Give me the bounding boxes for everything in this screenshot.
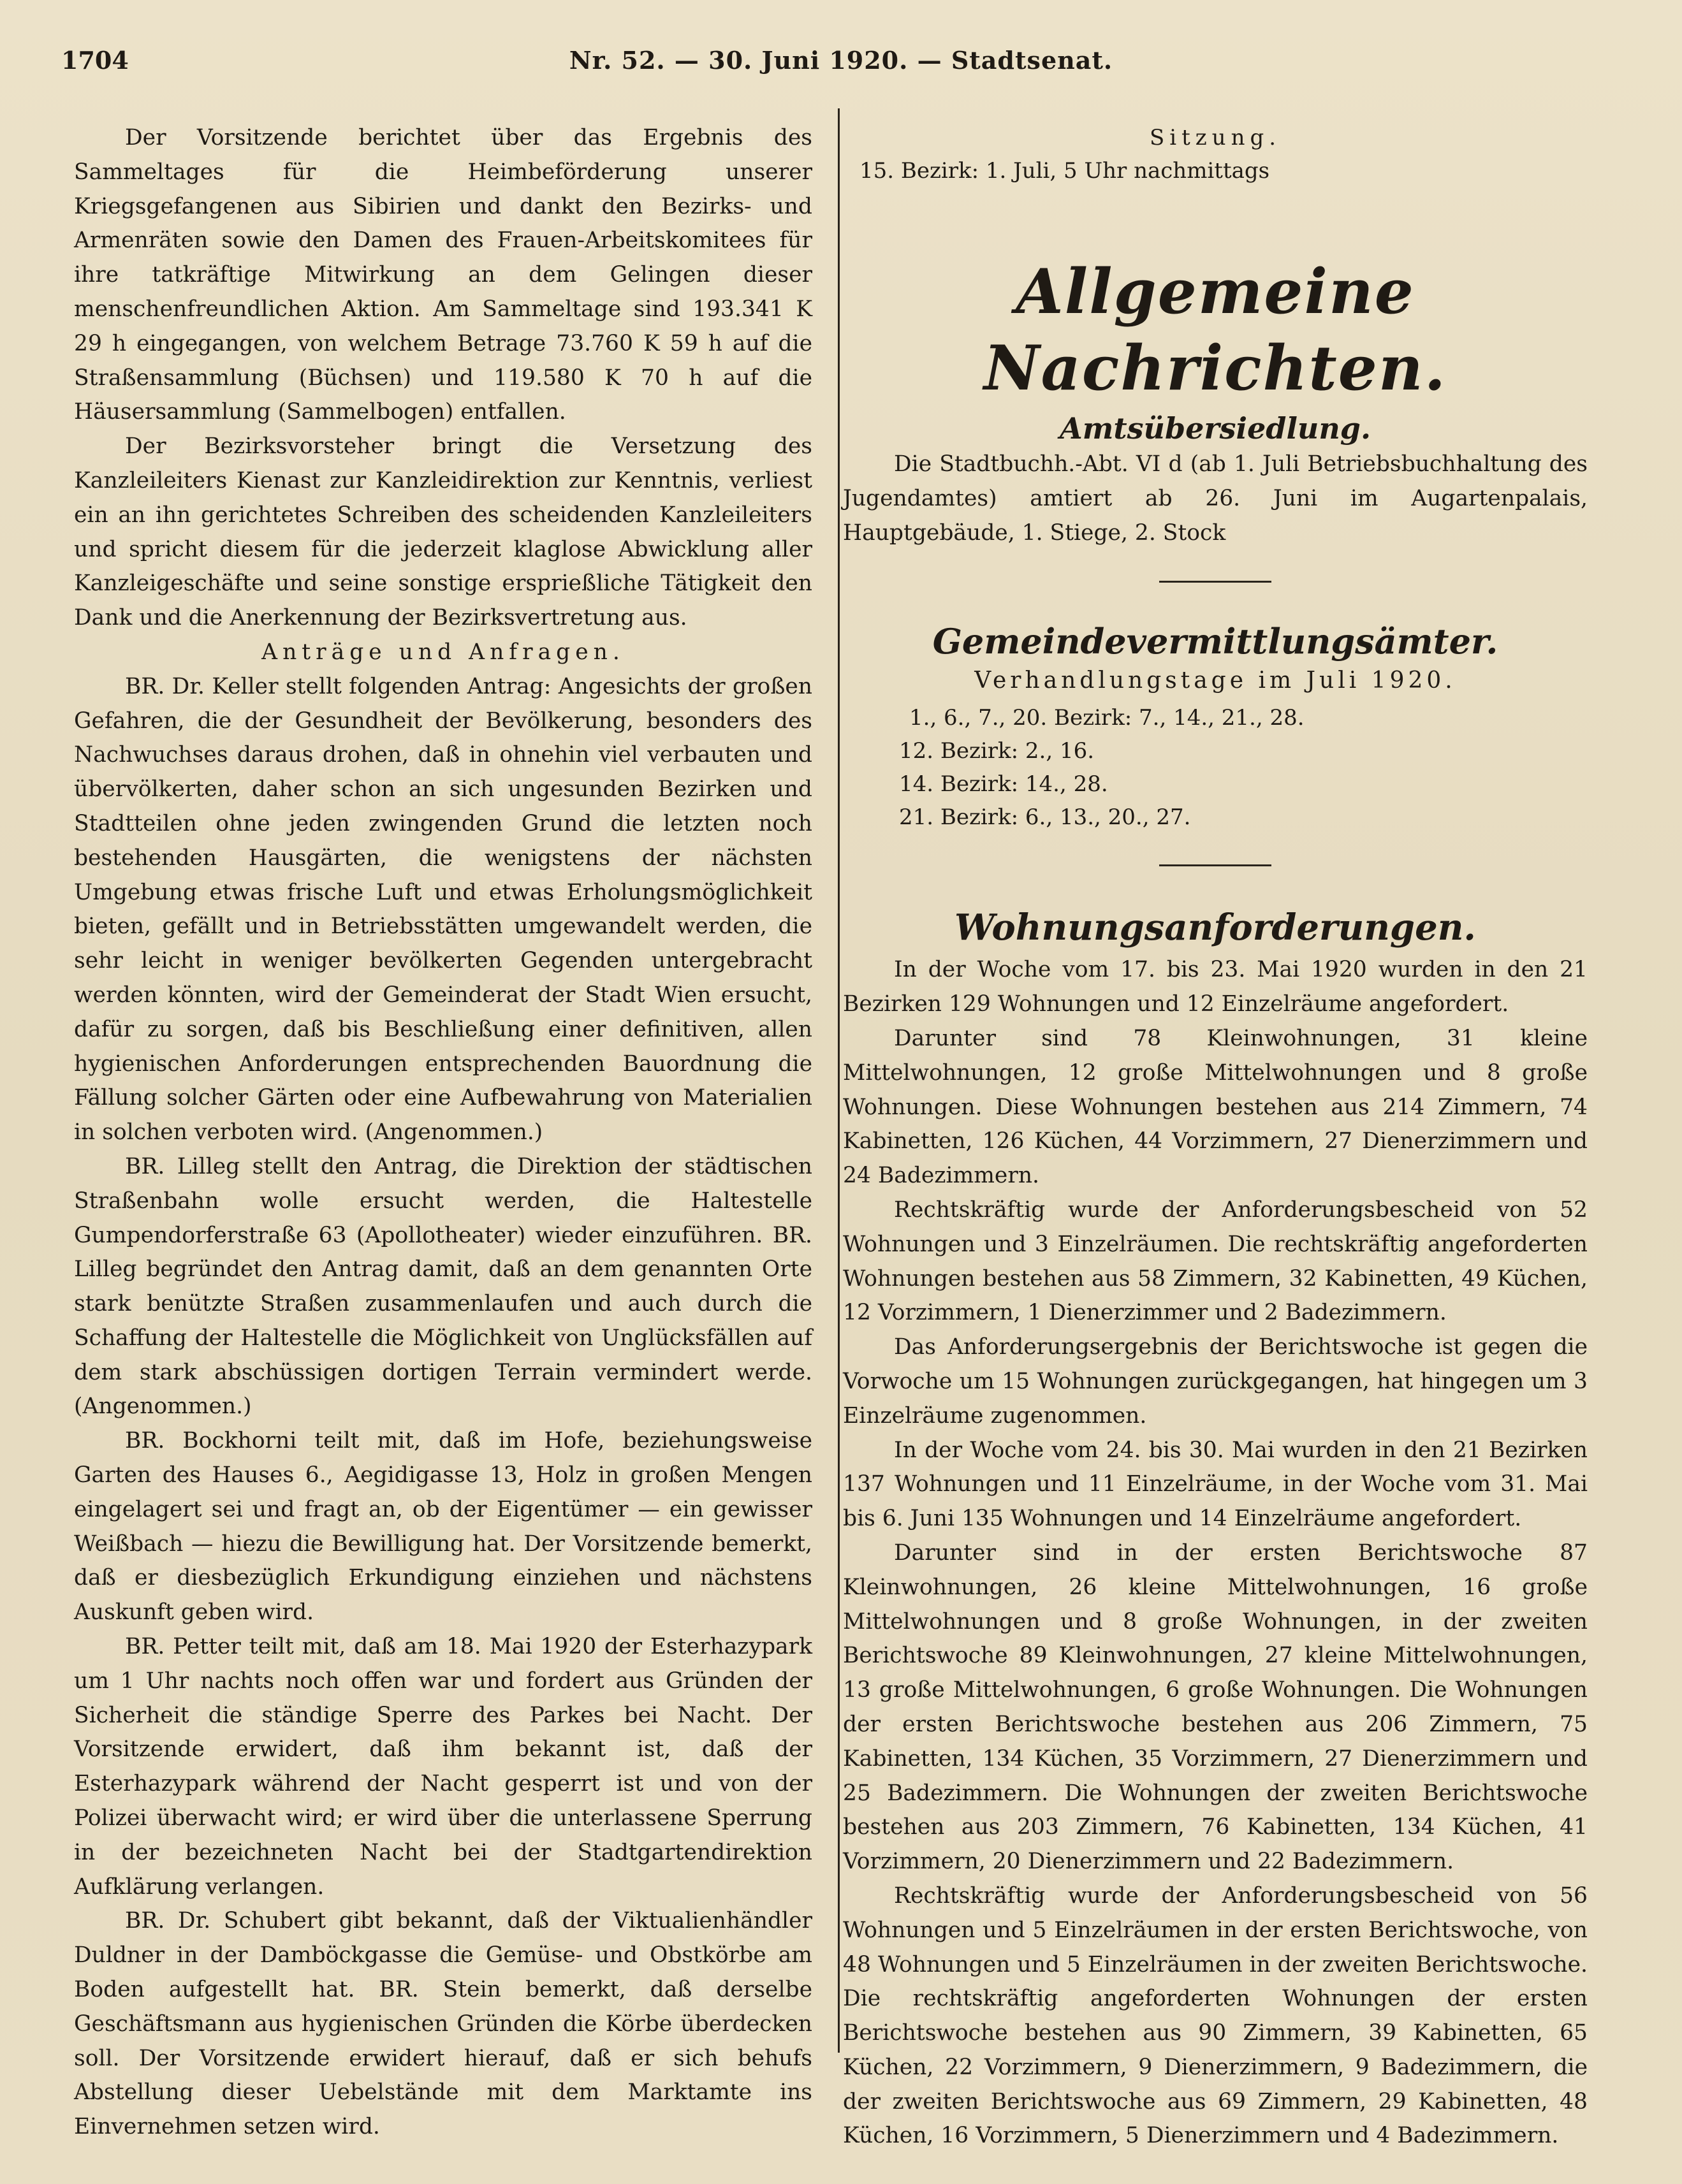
column-divider: [838, 108, 840, 2053]
heading-amtsuebersiedlung: Amtsübersiedlung.: [1060, 411, 1371, 446]
paragraph-rechtskraeftig-2: Rechtskräftig wurde der Anforderungsbescheid von 56 Wohnungen und 5 Einzelräumen in der ersten Berichtswoche, von 48 Wohnungen und 5 Einzelräumen in der zweiten Berichtswoche. Die rechtskräftig angeforderten Wohnungen der ersten Berichtswoche bestehen aus 90 Zimmern, 39 Kabinetten, 65 Küchen, 22 Vorzimmern, 9 Dienerzimmern, 9 Badezimmern, die der zweiten Berichtswoche aus 69 Zimmern, 29 Kabinetten, 48 Küchen, 16 Vorzimmern, 5 Dienerzimmern und 4 Badezimmern.: [843, 1882, 1588, 2149]
divider-rule: [1159, 864, 1271, 866]
paragraph-schubert: BR. Dr. Schubert gibt bekannt, daß der Viktualienhändler Duldner in der Damböckgasse die Gemüse- und Obstkörbe am Boden aufgestellt hat. BR. Stein bemerkt, daß derselbe Geschäftsmann aus hygienischen Gründen die Körbe überdecken soll. Der Vorsitzende erwidert hierauf, daß er sich behufs Abstellung dieser Uebelstände mit dem Marktamte ins Einvernehmen setzen wird.: [74, 1908, 812, 2140]
section-title-allgemeine-nachrichten: Allgemeine Nachrichten.: [983, 256, 1447, 404]
page-number: 1704: [61, 46, 129, 75]
paragraph-woche-24-30-mai: In der Woche vom 24. bis 30. Mai wurden in den 21 Bezirken 137 Wohnungen und 11 Einzelräume, in der Woche vom 31. Mai bis 6. Juni 135 Wohnungen und 14 Einzelräume angefordert.: [843, 1437, 1588, 1532]
issue-title: Nr. 52. — 30. Juni 1920. — Stadtsenat.: [569, 46, 1113, 75]
date-row: 21. Bezirk: 6., 13., 20., 27.: [899, 804, 1191, 831]
subheading-antraege: Anträge und Anfragen.: [261, 639, 625, 665]
paragraph-darunter-1: Darunter sind 78 Kleinwohnungen, 31 kleine Mittelwohnungen, 12 große Mittelwohnungen und 8 große Wohnungen. Diese Wohnungen bestehen aus 214 Zimmern, 74 Kabinetten, 126 Küchen, 44 Vorzimmern, 27 Dienerzimmern und 24 Badezimmern.: [843, 1025, 1588, 1189]
date-row: 14. Bezirk: 14., 28.: [899, 771, 1108, 797]
heading-wohnungsanforderungen: Wohnungsanforderungen.: [954, 906, 1476, 949]
date-row: 12. Bezirk: 2., 16.: [899, 738, 1095, 764]
divider-rule: [1159, 581, 1271, 583]
paragraph-rechtskraeftig-1: Rechtskräftig wurde der Anforderungsbescheid von 52 Wohnungen und 3 Einzelräumen. Die rechtskräftig angeforderten Wohnungen bestehen aus 58 Zimmern, 32 Kabinetten, 49 Küchen, 12 Vorzimmern, 1 Dienerzimmer und 2 Badezimmern.: [843, 1197, 1588, 1326]
sitzung-label: Sitzung.: [1149, 125, 1282, 150]
paragraph-keller-antrag: BR. Dr. Keller stellt folgenden Antrag: Angesichts der großen Gefahren, die der Gesundheit der Bevölkerung, besonders des Nachwuchses daraus drohen, daß in ohnehin viel verbauten und übervölkerten, daher schon an sich ungesunden Bezirken und Stadtteilen ohne jeden zwingenden Grund die letzten noch bestehenden Hausgärten, die wenigstens der nächsten Umgebung etwas frische Luft und etwas Erholungsmöglichkeit bieten, gefällt und in Betriebsstätten umgewandelt werden, die sehr leicht in weniger bevölkerten Gegenden untergebracht werden könnten, wird der Gemeinderat der Stadt Wien ersucht, dafür zu sorgen, daß bis Beschließung einer definitiven, allen hygienischen Anforderungen entsprechenden Bauordnung die Fällung solcher Gärten oder eine Aufbewahrung von Materialien in solchen verboten wird. (Angenommen.): [74, 673, 812, 1146]
sitzung-line: 15. Bezirk: 1. Juli, 5 Uhr nachmittags: [859, 158, 1270, 184]
paragraph-sammeltag: Der Vorsitzende berichtet über das Ergebnis des Sammeltages für die Heimbeförderung unserer Kriegsgefangenen aus Sibirien und dankt den Bezirks- und Armenräten sowie den Damen des Frauen-Arbeitskomitees für ihre tatkräftige Mitwirkung an dem Gelingen dieser menschenfreundlichen Aktion. Am Sammeltage sind 193.341 K 29 h eingegangen, von welchem Betrage 73.760 K 59 h auf die Straßensammlung (Büchsen) und 119.580 K 70 h auf die Häusersammlung (Sammelbogen) entfallen.: [74, 125, 812, 425]
page-header: [61, 40, 1621, 84]
paragraph-petter: BR. Petter teilt mit, daß am 18. Mai 1920 der Esterhazypark um 1 Uhr nachts noch offen war und fordert aus Gründen der Sicherheit die ständige Sperre des Parkes bei Nacht. Der Vorsitzende erwidert, daß ihm bekannt ist, daß der Esterhazypark während der Nacht gesperrt ist und von der Polizei überwacht wird; er wird über die unterlassene Sperrung in der bezeichneten Nacht bei der Stadtgartendirektion Aufklärung verlangen.: [74, 1634, 812, 1900]
heading-gemeindevermittlungsaemter: Gemeindevermittlungsämter.: [932, 621, 1498, 662]
paragraph-kanzleileiter: Der Bezirksvorsteher bringt die Versetzung des Kanzleileiters Kienast zur Kanzleidirektion zur Kenntnis, verliest ein an ihn gerichtetes Schreiben des scheidenden Kanzleileiters und spricht diesem für die jederzeit klaglose Abwicklung aller Kanzleigeschäfte und seine sonstige ersprießliche Tätigkeit den Dank und die Anerkennung der Bezirksvertretung aus.: [74, 433, 812, 631]
date-row: 1., 6., 7., 20. Bezirk: 7., 14., 21., 28.: [909, 705, 1305, 731]
paragraph-darunter-2: Darunter sind in der ersten Berichtswoche 87 Kleinwohnungen, 26 kleine Mittelwohnungen, 16 große Mittelwohnungen und 8 große Wohnungen, in der zweiten Berichtswoche 89 Kleinwohnungen, 27 kleine Mittelwohnungen, 13 große Mittelwohnungen, 6 große Wohnungen. Die Wohnungen der ersten Berichtswoche bestehen aus 206 Zimmern, 75 Kabinetten, 134 Küchen, 35 Vorzimmern, 27 Dienerzimmern und 25 Badezimmern. Die Wohnungen der zweiten Berichtswoche bestehen aus 203 Zimmern, 76 Kabinetten, 134 Küchen, 41 Vorzimmern, 20 Dienerzimmern und 22 Badezimmern.: [843, 1540, 1588, 1875]
paragraph-amtsuebersiedlung: Die Stadtbuchh.-Abt. VI d (ab 1. Juli Betriebsbuchhaltung des Jugendamtes) amtiert ab 26. Juni im Augartenpalais, Hauptgebäude, 1. Stiege, 2. Stock: [843, 451, 1588, 546]
paragraph-lilleg-antrag: BR. Lilleg stellt den Antrag, die Direktion der städtischen Straßenbahn wolle ersucht werden, die Haltestelle Gumpendorferstraße 63 (Apollotheater) wieder einzuführen. BR. Lilleg begründet den Antrag damit, daß an dem genannten Orte stark benützte Straßen zusammenlaufen und auch durch die Schaffung der Haltestelle die Möglichkeit von Unglücksfällen auf dem stark abschüssigen dortigen Terrain vermindert werde. (Angenommen.): [74, 1153, 812, 1420]
left-column: [74, 121, 812, 2144]
subheading-verhandlungstage: Verhandlungstage im Juli 1920.: [974, 667, 1456, 694]
paragraph-woche-17-23-mai: In der Woche vom 17. bis 23. Mai 1920 wurden in den 21 Bezirken 129 Wohnungen und 12 Einzelräume angefordert.: [843, 957, 1588, 1017]
paragraph-bockhorni: BR. Bockhorni teilt mit, daß im Hofe, beziehungsweise Garten des Hauses 6., Aegidigasse 13, Holz in großen Mengen eingelagert sei und fragt an, ob der Eigentümer — ein gewisser Weißbach — hiezu die Bewilligung hat. Der Vorsitzende bemerkt, daß er diesbezüglich Erkundigung einziehen und nächstens Auskunft geben wird.: [74, 1428, 812, 1626]
paragraph-anforderungsergebnis: Das Anforderungsergebnis der Berichtswoche ist gegen die Vorwoche um 15 Wohnungen zurückgegangen, hat hingegen um 3 Einzelräume zugenommen.: [843, 1334, 1588, 1429]
right-column: [843, 121, 1588, 2153]
